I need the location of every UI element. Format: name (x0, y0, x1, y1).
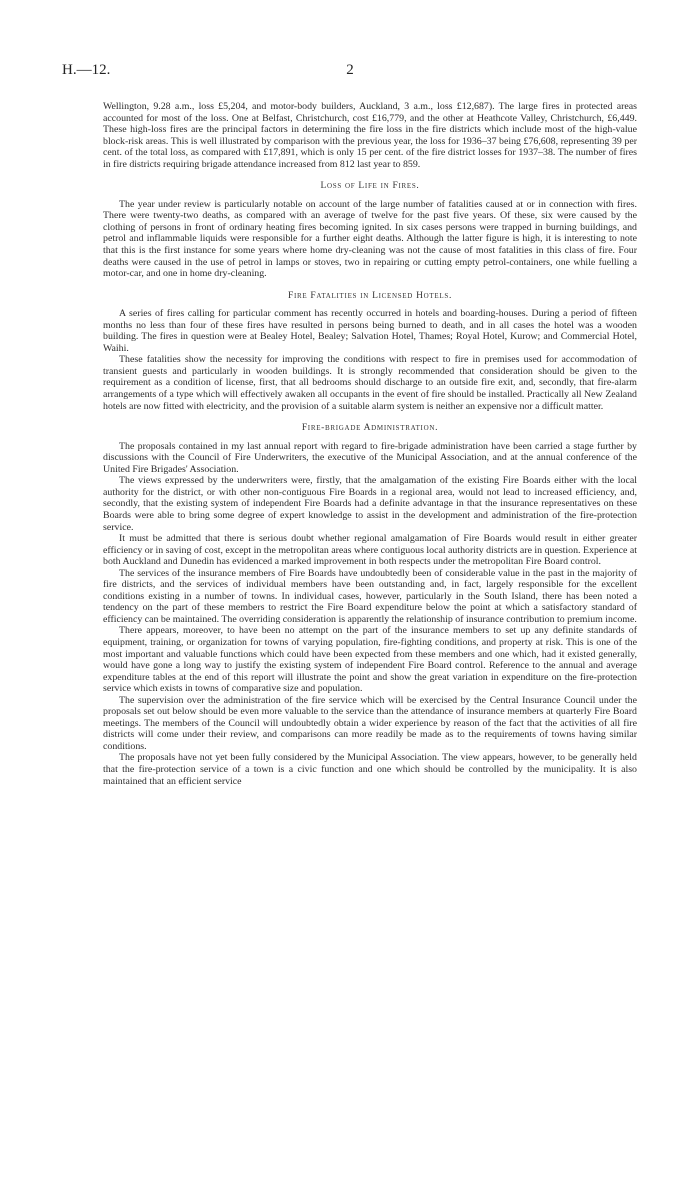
section-heading-administration: Fire-brigade Administration. (301, 423, 439, 434)
intro-paragraph: Wellington, 9.28 a.m., loss £5,204, and motor-body builders, Auckland, 3 a.m., loss £12,687). The large fires in protected areas accounted for most of the loss. One at Belfast, Christchurch, cost £16,779, and the other at Heathcote Valley, Christchurch, £6,449. These high-loss fires are the principal factors in determining the fire loss in the fire districts which include most of the high-value block-risk areas. This is well illustrated by comparison with the previous year, the loss for 1936–37 being £76,608, representing 39 per cent. of the total loss, as compared with £17,891, which is only 15 per cent. of the fire district losses for 1937–38. The number of fires in fire districts requiring brigade attendance increased from 812 last year to 859. (103, 101, 637, 170)
section-heading-loss-of-life: Loss of Life in Fires. (320, 181, 420, 192)
paragraph: A series of fires calling for particular comment has recently occurred in hotels and boarding-houses. During a period of fifteen months no less than four of these fires have resulted in persons being burned to death, and in all cases the hotel was a wooden building. The fires in question were at Bealey Hotel, Bealey; Salvation Hotel, Thames; Royal Hotel, Kurow; and Commercial Hotel, Waihi. (103, 308, 637, 354)
paragraph: These fatalities show the necessity for improving the conditions with respect to fire in premises used for accommodation of transient guests and particularly in wooden buildings. It is strongly recommended that consideration should be given to the requirement as a condition of license, first, that all bedrooms should discharge to an outside fire exit, and, secondly, that fire-alarm arrangements of a type which will effectively awaken all occupants in the event of fire should be installed. Practically all New Zealand hotels are now fitted with electricity, and the provision of a suitable alarm system is neither an expensive nor a difficult matter. (103, 354, 637, 412)
paragraph: The proposals contained in my last annual report with regard to fire-brigade administration have been carried a stage further by discussions with the Council of Fire Underwriters, the executive of the Municipal Association, and at the annual conference of the United Fire Brigades' Association. (103, 440, 637, 475)
page-number: 2 (346, 62, 354, 78)
paragraph: The views expressed by the underwriters were, firstly, that the amalgamation of the existing Fire Boards either with the local authority for the district, or with other non-contiguous Fire Boards in a regional area, would not lead to increased efficiency, and, secondly, that the existing system of independent Fire Boards had a definite advantage in that the insurance representatives on these Boards were able to bring some degree of expert knowledge to assist in the development and administration of the fire-protection service. (103, 475, 637, 533)
paragraph: The services of the insurance members of Fire Boards have undoubtedly been of considerable value in the past in the majority of fire districts, and the services of individual members have been outstanding and, in fact, largely responsible for the excellent conditions existing in a number of towns. In individual cases, however, particularly in the South Island, there has been noted a tendency on the part of these members to restrict the Fire Board expenditure below the point at which a satisfactory standard of efficiency can be maintained. The overriding consideration is apparently the relationship of insurance contribution to premium income. (103, 567, 637, 625)
section-heading-hotels: Fire Fatalities in Licensed Hotels. (287, 290, 453, 301)
document-body (103, 101, 637, 787)
paragraph: It must be admitted that there is serious doubt whether regional amalgamation of Fire Boards would result in either greater efficiency or in saving of cost, except in the metropolitan areas where contiguous local authority districts are in question. Experience at both Auckland and Dunedin has evidenced a marked improvement in both respects under the metropolitan Fire Board control. (103, 533, 637, 568)
page-header (62, 62, 638, 82)
paragraph: The proposals have not yet been fully considered by the Municipal Association. The view appears, however, to be generally held that the fire-protection service of a town is a civic function and one which should be controlled by the municipality. It is also maintained that an efficient service (103, 752, 637, 787)
report-reference: H.—12. (62, 62, 111, 78)
paragraph: The supervision over the administration of the fire service which will be exercised by the Central Insurance Council under the proposals set out below should be even more valuable to the service than the attendance of insurance members at quarterly Fire Board meetings. The members of the Council will undoubtedly obtain a wider experience by reason of the fact that the activities of all fire districts will come under their review, and comparisons can more readily be made as to the requirements of towns having similar conditions. (103, 694, 637, 752)
paragraph: There appears, moreover, to have been no attempt on the part of the insurance members to set up any definite standards of equipment, training, or organization for towns of varying population, fire-fighting conditions, and property at risk. This is one of the most important and valuable functions which could have been expected from these members and one which, had it existed generally, would have gone a long way to justify the existing system of independent Fire Board control. Reference to the annual and average expenditure tables at the end of this report will illustrate the point and show the great variation in expenditure on the fire-protection service which exists in towns of comparative size and population. (103, 625, 637, 695)
paragraph: The year under review is particularly notable on account of the large number of fatalities caused at or in connection with fires. There were twenty-two deaths, as compared with an average of twelve for the past five years. Of these, six were caused by the clothing of persons in front of ordinary heating fires becoming ignited. In six cases persons were trapped in burning buildings, and petrol and inflammable liquids were responsible for a further eight deaths. Although the latter figure is high, it is interesting to note that this is the first instance for some years where home dry-cleaning was not the cause of most fatalities in this class of fire. Four deaths were caused in the use of petrol in lamps or stoves, two in repairing or cutting empty petrol-containers, one while fuelling a motor-car, and one in home dry-cleaning. (103, 198, 637, 280)
